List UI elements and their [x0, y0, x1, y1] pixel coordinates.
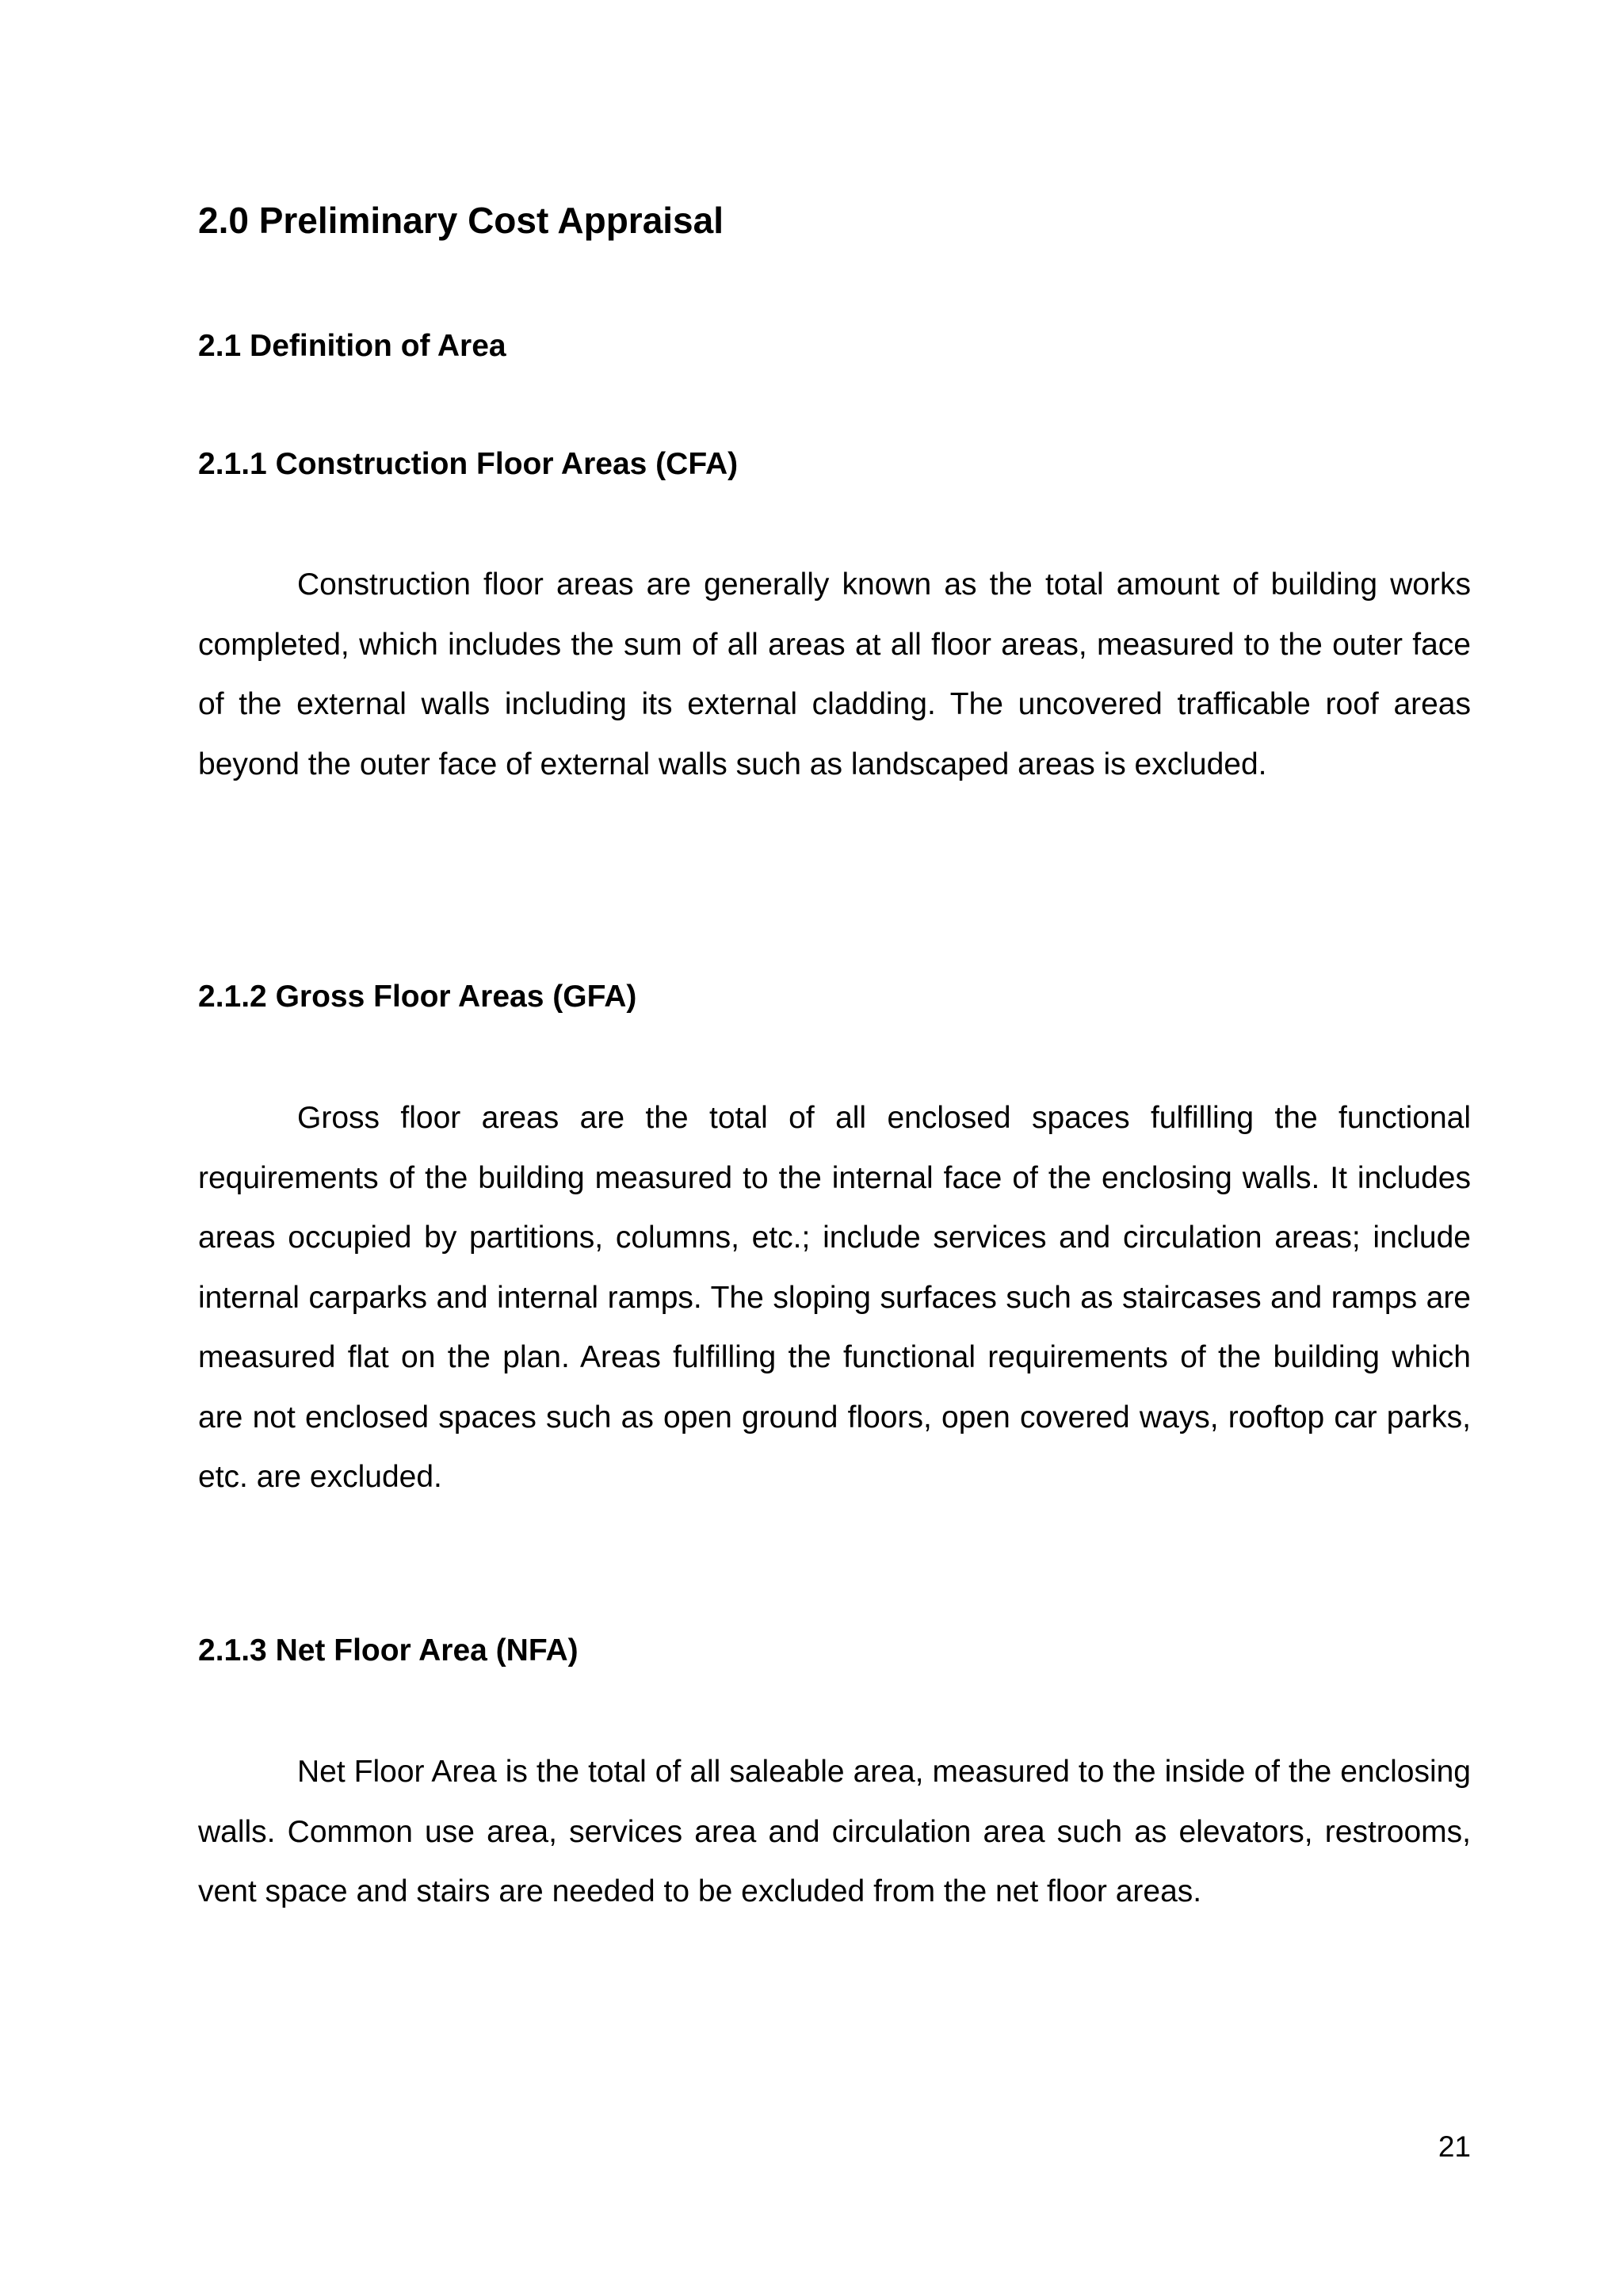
cfa-heading: 2.1.1 Construction Floor Areas (CFA) [198, 447, 739, 481]
gfa-paragraph: Gross floor areas are the total of all enclosed spaces fulfilling the functional requirements of the building measured to the internal face of the enclosing walls. It includes areas occupied by partitions, columns, etc.; include services and circulation areas; include internal carparks and internal ramps. The sloping surfaces such as staircases and ramps are measured flat on the plan. Areas fulfilling the functional requirements of the building which are not enclosed spaces such as open ground floors, open covered ways, rooftop car parks, etc. are excluded. [198, 1101, 1471, 1494]
nfa-paragraph: Net Floor Area is the total of all saleable area, measured to the inside of the enclosing walls. Common use area, services area and circulation area such as elevators, restrooms, vent space and stairs are needed to be excluded from the net floor areas. [198, 1755, 1471, 1908]
gfa-heading: 2.1.2 Gross Floor Areas (GFA) [198, 980, 637, 1014]
nfa-heading: 2.1.3 Net Floor Area (NFA) [198, 1633, 579, 1668]
chapter-title: 2.0 Preliminary Cost Appraisal [198, 200, 724, 241]
page-number: 21 [1438, 2130, 1471, 2163]
section-title: 2.1 Definition of Area [198, 329, 506, 363]
cfa-paragraph: Construction floor areas are generally known as the total amount of building works completed, which includes the sum of all areas at all floor areas, measured to the outer face of the external walls including its external cladding. The uncovered trafficable roof areas beyond the outer face of external walls such as landscaped areas is excluded. [198, 567, 1471, 781]
